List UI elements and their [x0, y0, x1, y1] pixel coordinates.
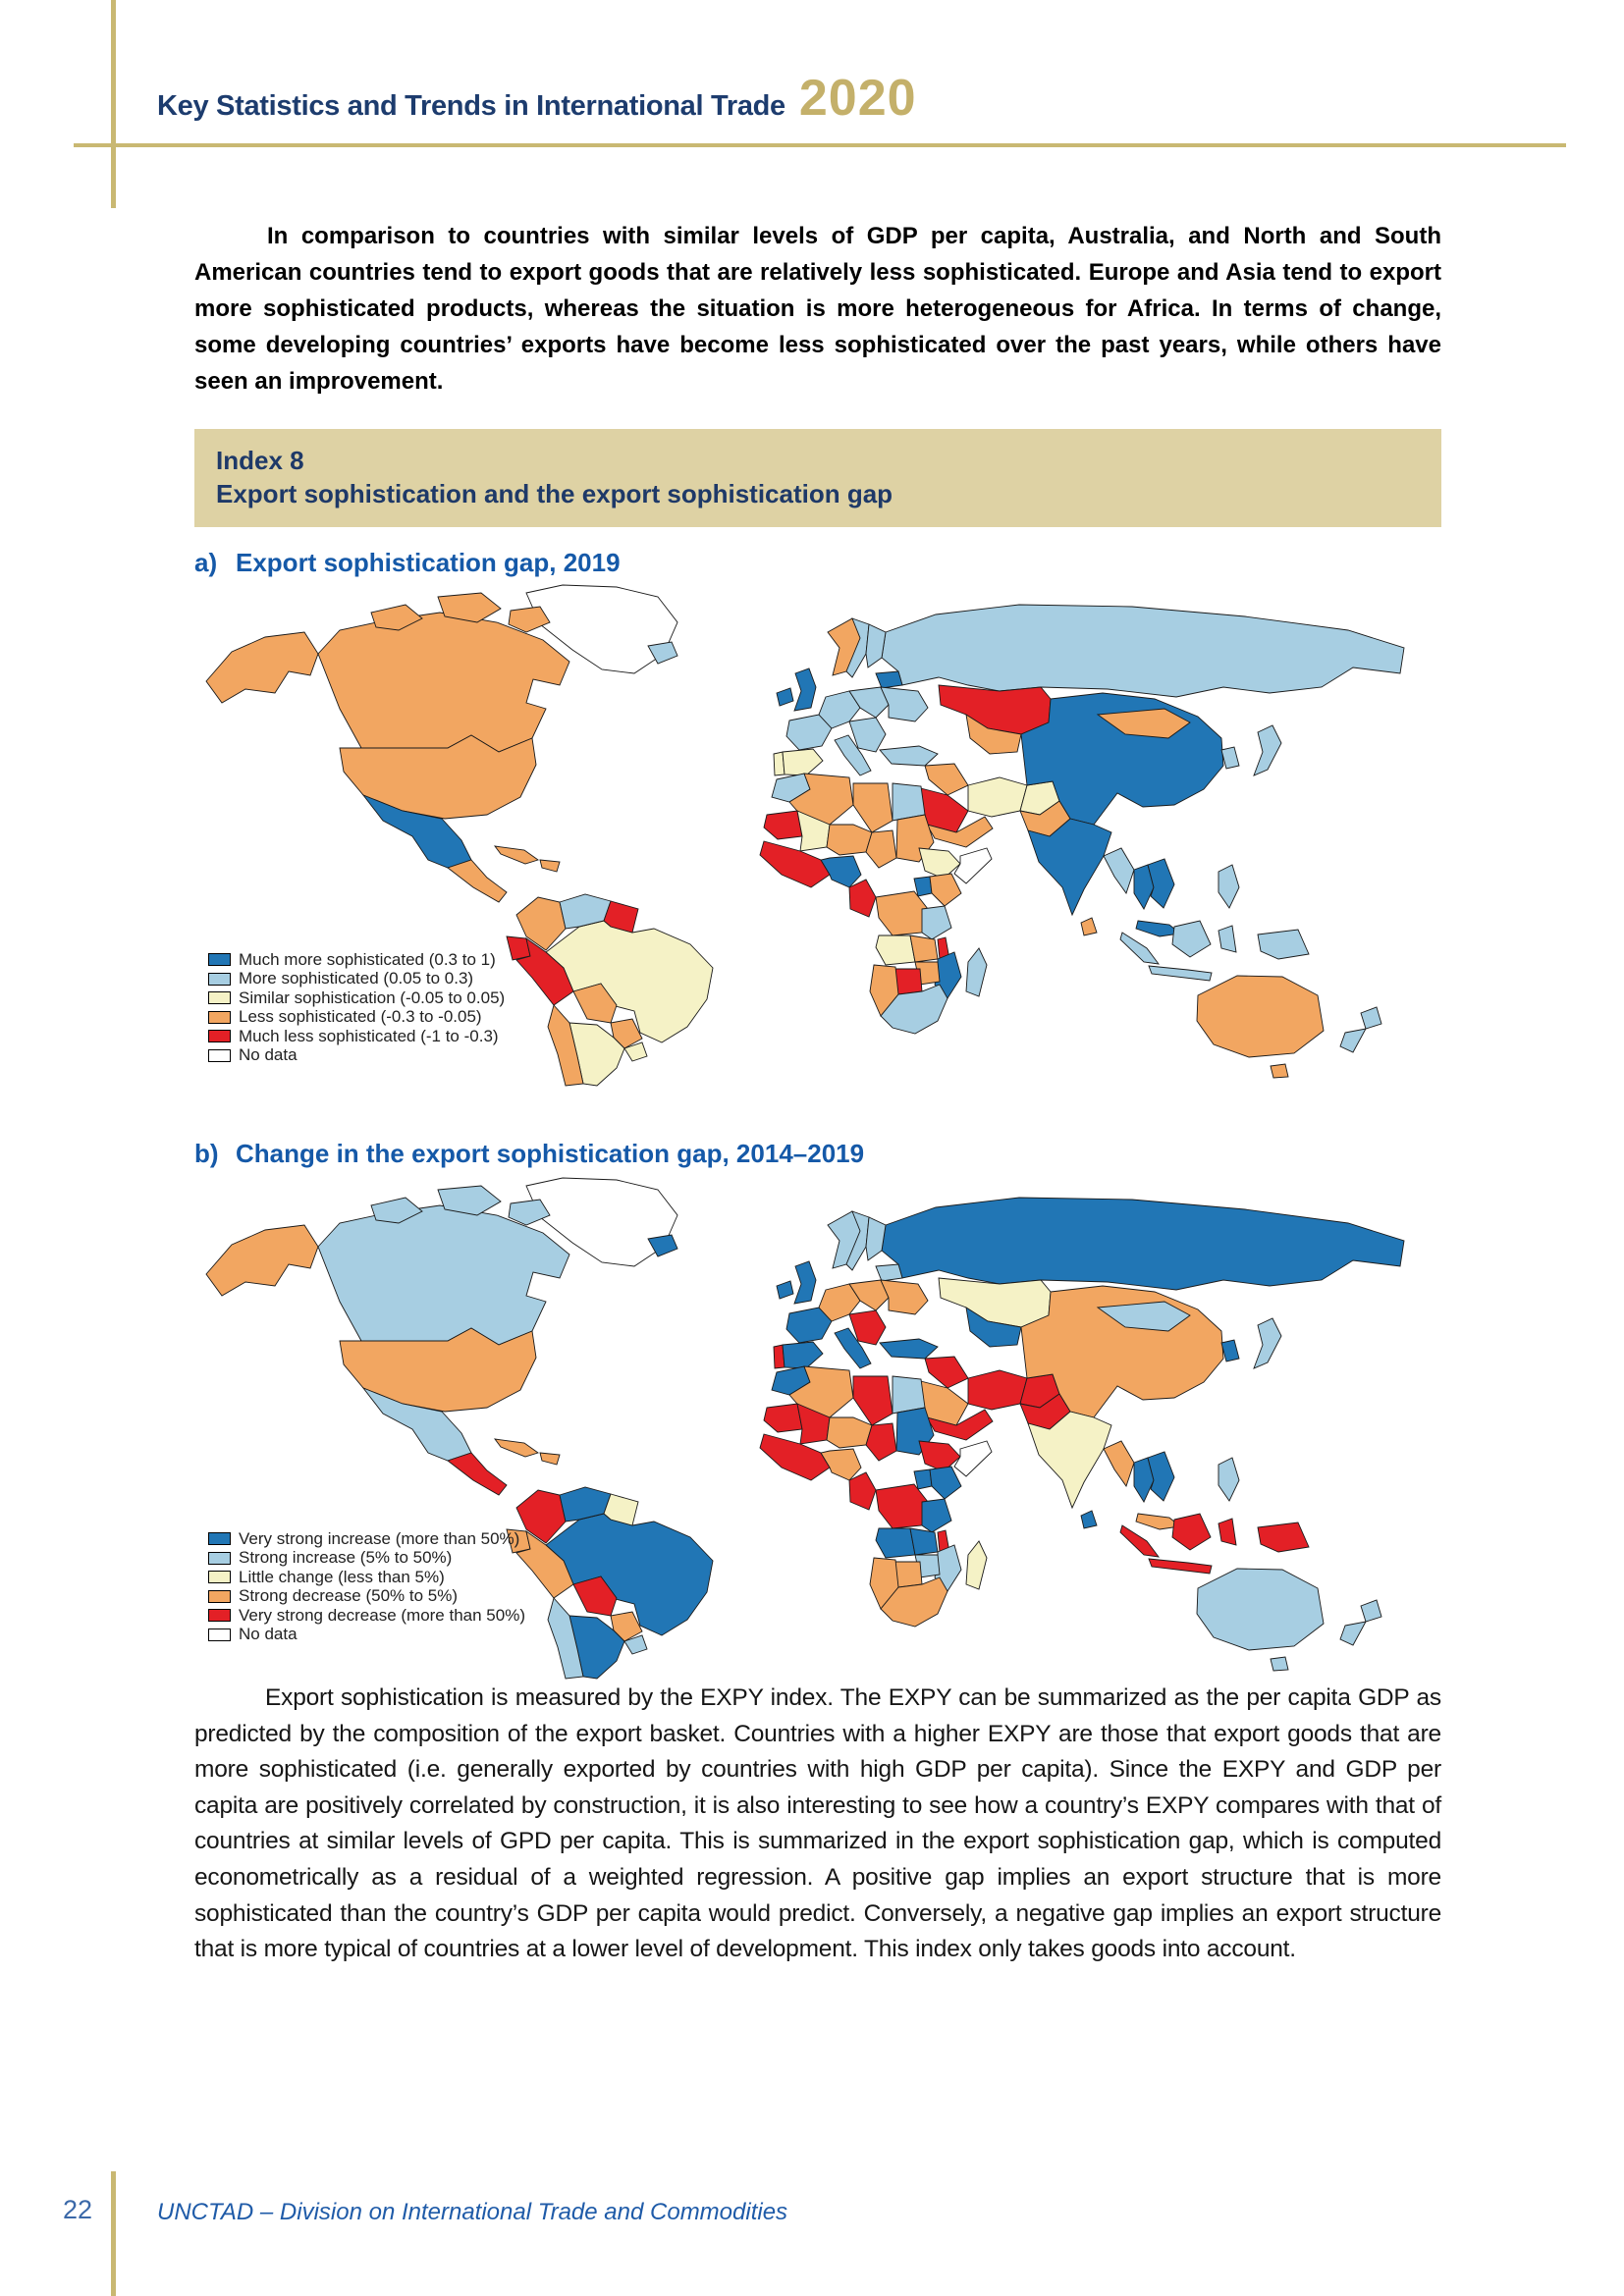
region-kenya: [930, 874, 961, 906]
intro-paragraph: In comparison to countries with similar levels of GDP per capita, Australia, and North and South American countries tend to export goods that are relatively less sophisticated. Europe and Asia tend to export more sophisticated products, whereas the situation is more heterogeneous for Africa. In terms of change, some developing countries’ exports have become less sophisticated over the past years, while others have seen an improvement.: [194, 223, 1441, 395]
legend-swatch: [208, 1532, 231, 1545]
region-nz_north: [1361, 1007, 1381, 1029]
legend-row: [208, 970, 505, 989]
map-export-sophistication-gap: [194, 583, 1434, 1090]
index-box: [194, 429, 1441, 527]
region-sri_lanka: [1081, 918, 1097, 935]
region-somalia: [954, 848, 992, 883]
region-uk: [794, 1261, 816, 1304]
page-number: 22: [63, 2195, 93, 2224]
region-sri_lanka: [1081, 1511, 1097, 1528]
region-niger: [827, 1417, 872, 1448]
legend-swatch: [208, 973, 231, 986]
legend-label: Much less sophisticated (-1 to -0.3): [239, 1026, 499, 1045]
region-java: [1149, 1559, 1212, 1574]
region-korea: [1221, 1340, 1239, 1362]
legend-swatch: [208, 991, 231, 1004]
section-b-heading: [194, 1139, 864, 1169]
section-b-title: Change in the export sophistication gap, 2014–2019: [236, 1139, 865, 1168]
region-ethiopia: [919, 848, 960, 879]
report-year: 2020: [798, 70, 917, 127]
legend-swatch: [208, 953, 231, 966]
region-australia: [1197, 976, 1324, 1057]
region-uganda: [914, 877, 932, 896]
legend-row: [208, 1626, 525, 1645]
region-sulawesi: [1218, 1519, 1236, 1545]
region-belarus: [876, 671, 902, 688]
region-cuba: [495, 1439, 538, 1457]
legend-label: Much more sophisticated (0.3 to 1): [239, 949, 496, 969]
report-title: Key Statistics and Trends in International Trade: [157, 90, 785, 122]
header-horizontal-rule: [74, 143, 1566, 147]
map-a-legend: [208, 950, 505, 1065]
page-header: [157, 69, 917, 128]
region-cameroon_gabon: [849, 1472, 876, 1510]
region-spain: [783, 749, 823, 775]
region-angola: [876, 935, 915, 965]
footer-text: UNCTAD – Division on International Trade and Commodities: [157, 2199, 788, 2225]
region-borneo: [1172, 921, 1211, 957]
footer-vertical-rule: [111, 2171, 116, 2296]
region-png: [1258, 1522, 1309, 1552]
region-canada: [318, 1205, 569, 1345]
legend-swatch: [208, 1571, 231, 1583]
region-ireland: [777, 1281, 793, 1299]
region-myanmar: [1104, 1441, 1134, 1486]
legend-row: [208, 1587, 525, 1607]
region-libya: [853, 783, 893, 832]
body-paragraph: Export sophistication is measured by the EXPY index. The EXPY can be summarized as the per capita GDP as predicted by the composition of the export basket. Countries with a higher EXPY are those that export goods that are more sophisticated (i.e. generally exported by countries with high GDP per capita). Since the EXPY and GDP per capita are positively correlated by construction, it is also interesting to see how a country’s EXPY compares with that of countries at similar levels of GPD per capita. This is summarized in the export sophistication gap, which is computed econometrically as a residual of a weighted regression. A positive gap implies an export structure that is more sophisticated than the country’s GDP per capita would predict. Conversely, a negative gap implies an export structure that is more typical of countries at a lower level of development. This index only takes goods into account.: [194, 1684, 1441, 1963]
legend-label: Similar sophistication (-0.05 to 0.05): [239, 988, 506, 1007]
region-uk: [794, 668, 816, 711]
region-central_america: [448, 1453, 507, 1495]
legend-row: [208, 1008, 505, 1028]
region-myanmar: [1104, 848, 1134, 893]
legend-swatch: [208, 1011, 231, 1024]
region-kazakhstan: [939, 685, 1051, 734]
region-libya: [853, 1376, 893, 1425]
region-kenya: [930, 1467, 961, 1499]
region-iran: [968, 1370, 1027, 1410]
region-tanzania: [922, 906, 951, 939]
region-nz_north: [1361, 1600, 1381, 1622]
region-cuba: [495, 846, 538, 864]
legend-label: No data: [239, 1625, 298, 1644]
region-borneo: [1172, 1514, 1211, 1550]
region-chad: [866, 830, 896, 868]
region-philippines: [1218, 865, 1239, 908]
region-sumatra: [1120, 933, 1159, 964]
header-vertical-rule: [111, 0, 116, 208]
legend-swatch: [208, 1049, 231, 1062]
region-alaska: [206, 632, 318, 703]
region-nz_south: [1340, 1622, 1366, 1645]
legend-label: More sophisticated (0.05 to 0.3): [239, 969, 474, 988]
region-drc: [876, 891, 928, 935]
legend-label: Strong increase (5% to 50%): [239, 1548, 453, 1568]
index-title: Export sophistication and the export sophistication gap: [216, 479, 893, 508]
legend-row: [208, 988, 505, 1008]
region-zambia: [910, 935, 938, 962]
region-somalia: [954, 1441, 992, 1476]
legend-swatch: [208, 1629, 231, 1641]
legend-row: [208, 1529, 525, 1549]
region-turkey: [880, 1339, 938, 1359]
region-philippines: [1218, 1458, 1239, 1501]
region-mauritania: [764, 1404, 802, 1432]
region-finland: [866, 1217, 886, 1260]
region-hispaniola: [540, 1453, 560, 1465]
legend-swatch: [208, 1552, 231, 1565]
region-sumatra: [1120, 1525, 1159, 1557]
region-australia: [1197, 1569, 1324, 1650]
legend-row: [208, 950, 505, 970]
region-turkey: [880, 746, 938, 766]
region-egypt: [893, 783, 925, 821]
region-finland: [866, 624, 886, 667]
legend-label: Strong decrease (50% to 5%): [239, 1586, 459, 1606]
region-kazakhstan: [939, 1278, 1051, 1327]
region-java: [1149, 966, 1212, 981]
region-japan: [1254, 725, 1281, 775]
region-belarus: [876, 1264, 902, 1281]
region-russia: [882, 1198, 1404, 1290]
region-drc: [876, 1484, 928, 1528]
legend-label: No data: [239, 1045, 298, 1065]
legend-label: Less sophisticated (-0.3 to -0.05): [239, 1007, 482, 1027]
region-canada: [318, 613, 569, 752]
region-syria_iraq: [925, 1357, 968, 1388]
region-alaska: [206, 1225, 318, 1296]
region-central_america: [448, 860, 507, 902]
region-zambia: [910, 1528, 938, 1555]
region-niger: [827, 825, 872, 855]
index-label: Index 8: [216, 446, 304, 475]
map-b-legend: [208, 1529, 525, 1644]
legend-label: Very strong increase (more than 50%): [239, 1528, 520, 1548]
region-chad: [866, 1423, 896, 1461]
legend-row: [208, 1549, 525, 1569]
region-mauritania: [764, 811, 802, 839]
legend-label: Very strong decrease (more than 50%): [239, 1605, 525, 1625]
region-iran: [968, 777, 1027, 817]
region-egypt: [893, 1376, 925, 1414]
region-ireland: [777, 688, 793, 706]
region-japan: [1254, 1318, 1281, 1368]
map-change-sophistication-gap: [194, 1176, 1434, 1682]
section-a-label: a): [194, 548, 218, 577]
legend-row: [208, 1027, 505, 1046]
legend-swatch: [208, 1590, 231, 1603]
region-korea: [1221, 747, 1239, 769]
region-cameroon_gabon: [849, 880, 876, 917]
region-spain: [783, 1342, 823, 1368]
region-madagascar: [966, 1541, 987, 1589]
region-nz_south: [1340, 1029, 1366, 1052]
legend-row: [208, 1606, 525, 1626]
region-sulawesi: [1218, 926, 1236, 952]
region-madagascar: [966, 948, 987, 996]
region-angola: [876, 1528, 915, 1558]
legend-swatch: [208, 1609, 231, 1622]
section-a-title: Export sophistication gap, 2019: [236, 548, 621, 577]
region-tanzania: [922, 1499, 951, 1532]
region-tasmania: [1271, 1064, 1288, 1078]
region-png: [1258, 930, 1309, 959]
section-a-heading: [194, 548, 621, 578]
legend-label: Little change (less than 5%): [239, 1567, 445, 1586]
region-tasmania: [1271, 1657, 1288, 1671]
region-syria_iraq: [925, 764, 968, 795]
legend-row: [208, 1568, 525, 1587]
legend-swatch: [208, 1030, 231, 1042]
region-uganda: [914, 1469, 932, 1489]
region-russia: [882, 605, 1404, 697]
region-hispaniola: [540, 860, 560, 872]
section-b-label: b): [194, 1139, 219, 1168]
legend-row: [208, 1046, 505, 1066]
region-ethiopia: [919, 1441, 960, 1471]
